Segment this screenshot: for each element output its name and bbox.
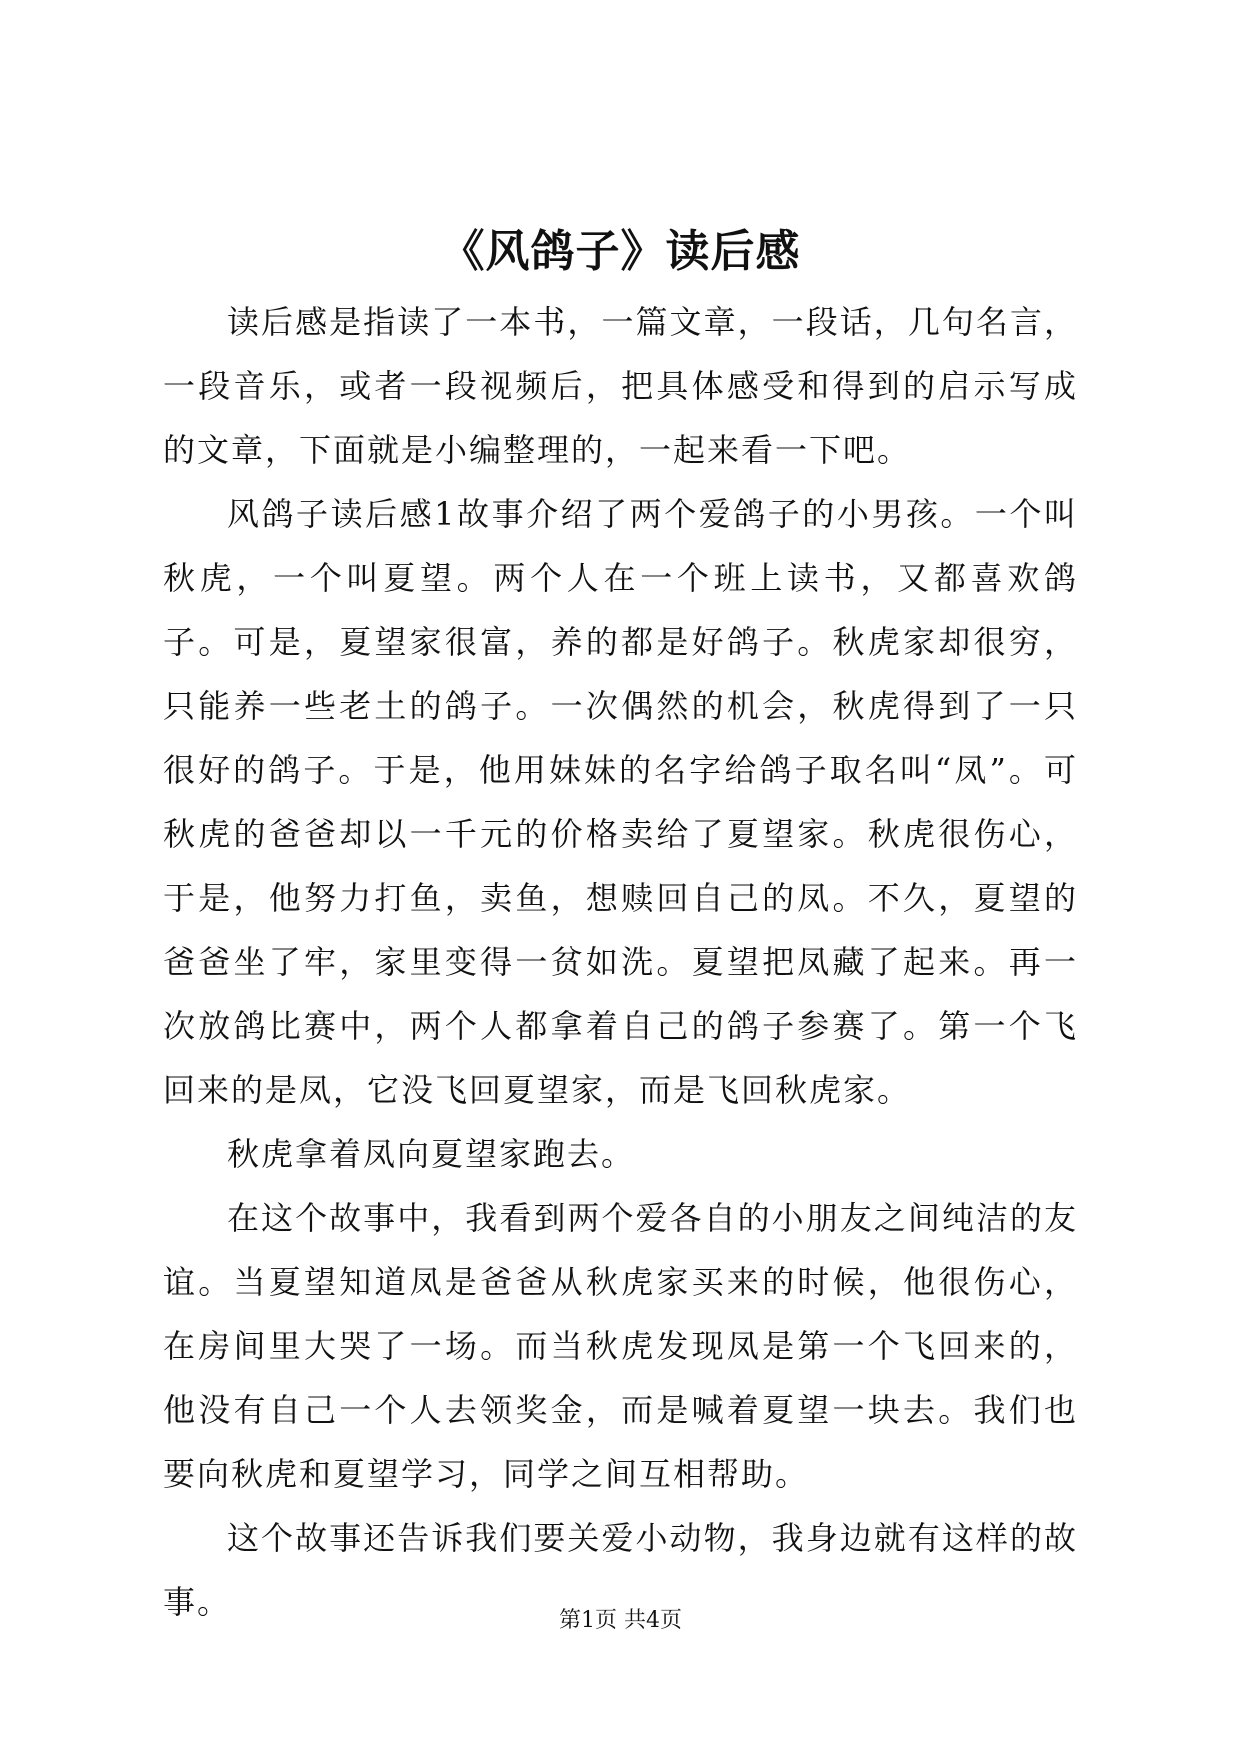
paragraph-intro: 读后感是指读了一本书，一篇文章，一段话，几句名言，一段音乐，或者一段视频后，把具体感受和得到的启示写成的文章，下面就是小编整理的，一起来看一下吧。	[163, 303, 1078, 469]
paragraph-story-summary: 风鸽子读后感1故事介绍了两个爱鸽子的小男孩。一个叫秋虎，一个叫夏望。两个人在一个班上读书，又都喜欢鸽子。可是，夏望家很富，养的都是好鸽子。秋虎家却很穷，只能养一些老土的鸽子。一次偶然的机会，秋虎得到了一只很好的鸽子。于是，他用妹妹的名字给鸽子取名叫“凤”。可秋虎的爸爸却以一千元的价格卖给了夏望家。秋虎很伤心，于是，他努力打鱼，卖鱼，想赎回自己的凤。不久，夏望的爸爸坐了牢，家里变得一贫如洗。夏望把凤藏了起来。再一次放鸽比赛中，两个人都拿着自己的鸽子参赛了。第一个飞回来的是凤，它没飞回夏望家，而是飞回秋虎家。	[163, 495, 1078, 1109]
paragraph-ending: 秋虎拿着凤向夏望家跑去。	[227, 1135, 636, 1173]
paragraph-animals: 这个故事还告诉我们要关爱小动物，我身边就有这样的故事。	[163, 1519, 1078, 1621]
paragraph-friendship: 在这个故事中，我看到两个爱各自的小朋友之间纯洁的友谊。当夏望知道凤是爸爸从秋虎家买来的时候，他很伤心，在房间里大哭了一场。而当秋虎发现凤是第一个飞回来的，他没有自己一个人去领奖金，而是喊着夏望一块去。我们也要向秋虎和夏望学习，同学之间互相帮助。	[163, 1199, 1078, 1493]
document-body	[163, 290, 1078, 1634]
document-title: 《风鸽子》读后感	[440, 226, 801, 277]
page-number-footer: 第1页 共4页	[559, 1608, 682, 1633]
